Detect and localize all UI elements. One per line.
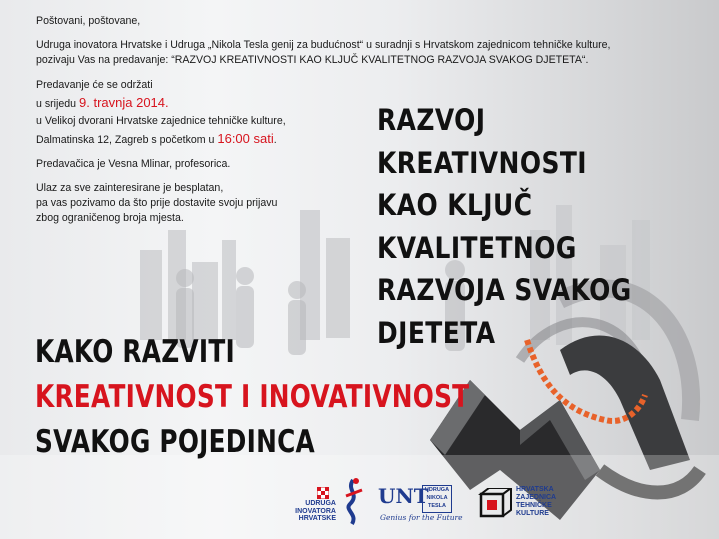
time-suffix: . xyxy=(273,134,277,146)
hztk-text: ZAJEDNICA xyxy=(516,494,557,501)
uih-text: INOVATORA xyxy=(295,507,336,515)
uih-text: HRVATSKE xyxy=(298,515,336,522)
lecture-headline xyxy=(377,99,632,354)
hztk-text: HRVATSKA xyxy=(516,486,554,493)
lecturer-line: Predavačica je Vesna Mlinar, profesorica. xyxy=(36,158,231,170)
title-line-highlight: KREATIVNOST I INOVATIVNOST xyxy=(35,379,470,415)
unt-box-text: UDRUGA xyxy=(424,487,450,493)
headline-line: KAO KLJUČ xyxy=(377,188,533,222)
day-prefix: u srijedu xyxy=(36,98,79,110)
unt-mark: UNT xyxy=(378,484,429,508)
croatian-checker-icon xyxy=(317,487,329,499)
entry-line: zbog ograničenog broja mjesta. xyxy=(36,212,184,224)
entry-line: Ulaz za sve zainteresirane je besplatan, xyxy=(36,182,224,194)
headline-line: KVALITETNOG xyxy=(377,230,577,265)
greeting: Poštovani, poštovane, xyxy=(36,15,141,27)
uih-text: UDRUGA xyxy=(305,500,336,507)
unt-box-text: TESLA xyxy=(427,503,447,509)
headline-line: RAZVOJ xyxy=(377,103,486,137)
cube-icon xyxy=(478,488,512,522)
unt-tagline: Genius for the Future xyxy=(380,513,463,522)
title-line: KAKO RAZVITI xyxy=(35,334,235,370)
headline-line: RAZVOJA SVAKOG xyxy=(377,273,632,307)
hztk-logo xyxy=(478,484,578,530)
address-prefix: Dalmatinska 12, Zagreb s početkom u xyxy=(36,134,218,146)
event-time: 16:00 sati xyxy=(217,131,274,146)
unt-box-text: NIKOLA xyxy=(426,495,448,501)
headline-line: KREATIVNOSTI xyxy=(377,145,588,180)
headline-line: DJETETA xyxy=(377,315,496,350)
event-date: 9. travnja 2014. xyxy=(79,95,169,110)
entry-line: pa vas pozivamo da što prije dostavite svoju prijavu xyxy=(36,197,278,209)
title-line: SVAKOG POJEDINCA xyxy=(35,424,315,460)
intro-line: Udruga inovatora Hrvatske i Udruga „Nikola Tesla genij za budućnost“ u suradnji s Hrvatskom zajednicom tehničke kulture, xyxy=(36,39,611,51)
hztk-text: TEHNIČKE xyxy=(516,502,552,509)
held-label: Predavanje će se održati xyxy=(36,79,153,91)
unt-logo xyxy=(378,482,468,530)
intro-line: pozivaju Vas na predavanje: “RAZVOJ KREATIVNOSTI KAO KLJUČ KVALITETNOG RAZVOJA SVAKOG DJETETA“. xyxy=(36,54,589,66)
uih-logo xyxy=(290,480,370,530)
venue-line: u Velikoj dvorani Hrvatske zajednice tehničke kulture, xyxy=(36,115,286,127)
hztk-text: KULTURE xyxy=(516,510,549,517)
poster-title xyxy=(35,330,469,465)
inventor-figure-icon xyxy=(338,476,368,526)
